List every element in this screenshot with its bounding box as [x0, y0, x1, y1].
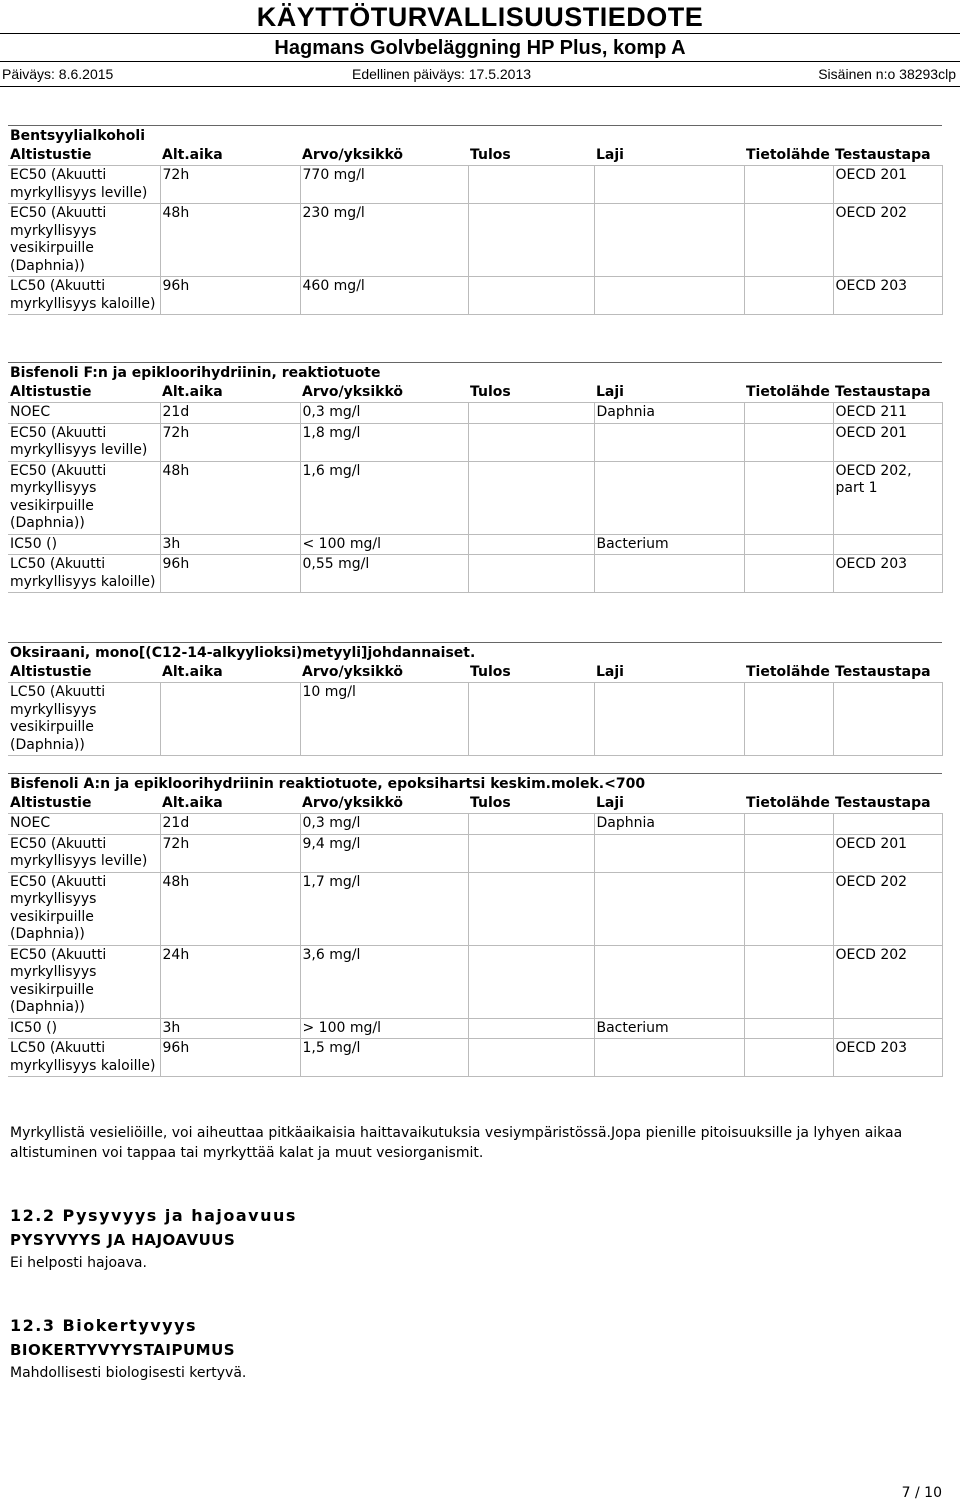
- table-row: [8, 814, 942, 835]
- ecotox-table-bisfenoli-f: [8, 362, 942, 593]
- column-header-data-source: Tietolähde: [746, 384, 830, 400]
- column-header-test-method: Testaustapa: [835, 795, 931, 811]
- cell-result: [468, 683, 594, 756]
- cell-exposure-time: 21d: [160, 403, 300, 424]
- column-header-test-method: Testaustapa: [835, 147, 931, 163]
- column-header-exposure-route: Altistustie: [10, 384, 92, 400]
- table-header-row: [8, 663, 942, 683]
- cell-exposure-route: IC50 (): [8, 534, 160, 555]
- cell-test-method: OECD 203: [833, 1039, 942, 1077]
- cell-test-method: [833, 534, 942, 555]
- cell-data-source: [744, 1039, 833, 1077]
- cell-test-method: OECD 202: [833, 204, 942, 277]
- page-number: 7 / 10: [901, 1485, 942, 1501]
- table-row: [8, 277, 942, 315]
- cell-result: [468, 555, 594, 593]
- cell-result: [468, 166, 594, 204]
- section-12-2-text: Ei helposti hajoava.: [10, 1255, 147, 1271]
- table-row: [8, 204, 942, 277]
- cell-test-method: OECD 202: [833, 945, 942, 1018]
- cell-exposure-time: 48h: [160, 872, 300, 945]
- ecotox-table-bentsyylialkoholi: [8, 125, 942, 315]
- section-12-3-text: Mahdollisesti biologisesti kertyvä.: [10, 1365, 247, 1381]
- cell-test-method: OECD 203: [833, 277, 942, 315]
- cell-exposure-time: 3h: [160, 534, 300, 555]
- cell-species: [594, 423, 744, 461]
- cell-exposure-time: 24h: [160, 945, 300, 1018]
- header-divider-middle: [0, 61, 960, 62]
- table-row: [8, 166, 942, 204]
- column-header-data-source: Tietolähde: [746, 795, 830, 811]
- cell-species: [594, 204, 744, 277]
- cell-data-source: [744, 872, 833, 945]
- column-header-test-method: Testaustapa: [835, 384, 931, 400]
- cell-data-source: [744, 423, 833, 461]
- cell-result: [468, 277, 594, 315]
- section-12-2-subheading: PYSYVYYS JA HAJOAVUUS: [10, 1231, 236, 1249]
- cell-species: [594, 461, 744, 534]
- cell-value-unit: 3,6 mg/l: [300, 945, 468, 1018]
- cell-value-unit: < 100 mg/l: [300, 534, 468, 555]
- cell-species: Bacterium: [594, 1018, 744, 1039]
- column-header-exposure-time: Alt.aika: [162, 664, 223, 680]
- cell-value-unit: 1,6 mg/l: [300, 461, 468, 534]
- cell-value-unit: 1,7 mg/l: [300, 872, 468, 945]
- table-row: [8, 461, 942, 534]
- ecotox-table-bisfenoli-a: [8, 773, 942, 1077]
- cell-result: [468, 534, 594, 555]
- document-title: KÄYTTÖTURVALLISUUSTIEDOTE: [256, 2, 704, 32]
- previous-date: Edellinen päiväys: 17.5.2013: [352, 66, 532, 82]
- table-title: Bisfenoli A:n ja epikloorihydriinin reaktiotuote, epoksihartsi keskim.molek.<700: [8, 773, 942, 794]
- column-header-exposure-time: Alt.aika: [162, 384, 223, 400]
- table-row: [8, 534, 942, 555]
- cell-exposure-time: 72h: [160, 166, 300, 204]
- column-header-species: Laji: [596, 147, 624, 163]
- cell-result: [468, 403, 594, 424]
- header-divider-bottom: [0, 86, 960, 87]
- column-header-result: Tulos: [470, 384, 511, 400]
- cell-value-unit: 460 mg/l: [300, 277, 468, 315]
- cell-exposure-time: [160, 683, 300, 756]
- ecotox-table: [8, 383, 943, 593]
- cell-data-source: [744, 461, 833, 534]
- cell-value-unit: 1,8 mg/l: [300, 423, 468, 461]
- cell-exposure-route: EC50 (Akuutti myrkyllisyys leville): [8, 166, 160, 204]
- cell-result: [468, 1039, 594, 1077]
- header-divider-top: [0, 33, 960, 34]
- product-name: Hagmans Golvbeläggning HP Plus, komp A: [274, 37, 686, 59]
- cell-result: [468, 423, 594, 461]
- cell-value-unit: 0,3 mg/l: [300, 403, 468, 424]
- cell-species: Daphnia: [594, 814, 744, 835]
- table-row: [8, 683, 942, 756]
- cell-exposure-time: 96h: [160, 1039, 300, 1077]
- cell-data-source: [744, 555, 833, 593]
- cell-exposure-route: EC50 (Akuutti myrkyllisyys vesikirpuille (Daphnia)): [8, 872, 160, 945]
- cell-value-unit: 770 mg/l: [300, 166, 468, 204]
- cell-data-source: [744, 277, 833, 315]
- table-row: [8, 403, 942, 424]
- table-row: [8, 834, 942, 872]
- column-header-exposure-time: Alt.aika: [162, 795, 223, 811]
- table-header-row: [8, 383, 942, 403]
- cell-data-source: [744, 683, 833, 756]
- column-header-data-source: Tietolähde: [746, 147, 830, 163]
- column-header-result: Tulos: [470, 795, 511, 811]
- cell-exposure-route: IC50 (): [8, 1018, 160, 1039]
- cell-exposure-time: 72h: [160, 423, 300, 461]
- ecotox-table: [8, 663, 943, 756]
- column-header-exposure-route: Altistustie: [10, 147, 92, 163]
- cell-test-method: OECD 202, part 1: [833, 461, 942, 534]
- cell-exposure-time: 48h: [160, 204, 300, 277]
- cell-result: [468, 814, 594, 835]
- cell-result: [468, 945, 594, 1018]
- ecotox-table: [8, 146, 943, 315]
- column-header-result: Tulos: [470, 147, 511, 163]
- cell-exposure-route: EC50 (Akuutti myrkyllisyys leville): [8, 423, 160, 461]
- cell-data-source: [744, 534, 833, 555]
- column-header-exposure-route: Altistustie: [10, 795, 92, 811]
- cell-species: [594, 555, 744, 593]
- column-header-species: Laji: [596, 664, 624, 680]
- cell-data-source: [744, 403, 833, 424]
- cell-result: [468, 834, 594, 872]
- cell-test-method: OECD 201: [833, 166, 942, 204]
- cell-species: [594, 945, 744, 1018]
- cell-exposure-time: 96h: [160, 555, 300, 593]
- column-header-value-unit: Arvo/yksikkö: [302, 384, 404, 400]
- section-12-3-heading: 12.3 Biokertyvyys: [10, 1316, 198, 1335]
- cell-data-source: [744, 945, 833, 1018]
- cell-result: [468, 204, 594, 277]
- cell-species: Daphnia: [594, 403, 744, 424]
- table-row: [8, 945, 942, 1018]
- aquatic-toxicity-summary: Myrkyllistä vesieliöille, voi aiheuttaa pitkäaikaisia haittavaikutuksia vesiympäristössä.Jopa pienille pitoisuuksille ja lyhyen aikaa altistuminen voi tappaa tai myrkyttää kalat ja muut vesiorganismit.: [10, 1125, 903, 1161]
- cell-test-method: OECD 203: [833, 555, 942, 593]
- table-row: [8, 1039, 942, 1077]
- cell-species: Bacterium: [594, 534, 744, 555]
- cell-value-unit: 0,3 mg/l: [300, 814, 468, 835]
- cell-result: [468, 872, 594, 945]
- internal-number: Sisäinen n:o 38293clp: [818, 66, 956, 82]
- cell-result: [468, 461, 594, 534]
- column-header-result: Tulos: [470, 664, 511, 680]
- cell-value-unit: > 100 mg/l: [300, 1018, 468, 1039]
- table-row: [8, 555, 942, 593]
- table-header-row: [8, 794, 942, 814]
- cell-data-source: [744, 834, 833, 872]
- cell-exposure-route: LC50 (Akuutti myrkyllisyys vesikirpuille (Daphnia)): [8, 683, 160, 756]
- cell-exposure-route: EC50 (Akuutti myrkyllisyys leville): [8, 834, 160, 872]
- column-header-value-unit: Arvo/yksikkö: [302, 147, 404, 163]
- cell-test-method: OECD 202: [833, 872, 942, 945]
- cell-value-unit: 230 mg/l: [300, 204, 468, 277]
- column-header-test-method: Testaustapa: [835, 664, 931, 680]
- cell-species: [594, 277, 744, 315]
- cell-exposure-route: EC50 (Akuutti myrkyllisyys vesikirpuille (Daphnia)): [8, 461, 160, 534]
- cell-value-unit: 10 mg/l: [300, 683, 468, 756]
- table-title: Bentsyylialkoholi: [8, 125, 942, 146]
- cell-test-method: OECD 201: [833, 423, 942, 461]
- table-header-row: [8, 146, 942, 166]
- cell-exposure-route: LC50 (Akuutti myrkyllisyys kaloille): [8, 277, 160, 315]
- section-12-2-heading: 12.2 Pysyvyys ja hajoavuus: [10, 1206, 297, 1225]
- column-header-value-unit: Arvo/yksikkö: [302, 664, 404, 680]
- column-header-exposure-time: Alt.aika: [162, 147, 223, 163]
- section-12-3-subheading: BIOKERTYVYYSTAIPUMUS: [10, 1341, 236, 1359]
- cell-species: [594, 683, 744, 756]
- cell-exposure-time: 96h: [160, 277, 300, 315]
- table-row: [8, 423, 942, 461]
- column-header-data-source: Tietolähde: [746, 664, 830, 680]
- cell-species: [594, 872, 744, 945]
- cell-species: [594, 834, 744, 872]
- cell-exposure-time: 48h: [160, 461, 300, 534]
- table-row: [8, 872, 942, 945]
- cell-exposure-route: LC50 (Akuutti myrkyllisyys kaloille): [8, 555, 160, 593]
- column-header-value-unit: Arvo/yksikkö: [302, 795, 404, 811]
- header-meta: [0, 66, 960, 84]
- cell-data-source: [744, 204, 833, 277]
- issue-date: Päiväys: 8.6.2015: [2, 66, 114, 82]
- table-title: Oksiraani, mono[(C12-14-alkyylioksi)metyyli]johdannaiset.: [8, 642, 942, 663]
- cell-test-method: [833, 814, 942, 835]
- cell-test-method: OECD 211: [833, 403, 942, 424]
- cell-species: [594, 1039, 744, 1077]
- ecotox-table-oksiraani: [8, 642, 942, 756]
- cell-test-method: OECD 201: [833, 834, 942, 872]
- cell-exposure-route: NOEC: [8, 814, 160, 835]
- cell-exposure-route: NOEC: [8, 403, 160, 424]
- cell-value-unit: 1,5 mg/l: [300, 1039, 468, 1077]
- column-header-species: Laji: [596, 795, 624, 811]
- cell-value-unit: 9,4 mg/l: [300, 834, 468, 872]
- cell-value-unit: 0,55 mg/l: [300, 555, 468, 593]
- table-row: [8, 1018, 942, 1039]
- column-header-species: Laji: [596, 384, 624, 400]
- column-header-exposure-route: Altistustie: [10, 664, 92, 680]
- cell-data-source: [744, 814, 833, 835]
- cell-exposure-route: EC50 (Akuutti myrkyllisyys vesikirpuille (Daphnia)): [8, 945, 160, 1018]
- cell-exposure-route: LC50 (Akuutti myrkyllisyys kaloille): [8, 1039, 160, 1077]
- cell-exposure-time: 21d: [160, 814, 300, 835]
- cell-test-method: [833, 1018, 942, 1039]
- cell-exposure-route: EC50 (Akuutti myrkyllisyys vesikirpuille (Daphnia)): [8, 204, 160, 277]
- cell-test-method: [833, 683, 942, 756]
- cell-exposure-time: 72h: [160, 834, 300, 872]
- table-title: Bisfenoli F:n ja epikloorihydriinin, reaktiotuote: [8, 362, 942, 383]
- cell-data-source: [744, 166, 833, 204]
- ecotox-table: [8, 794, 943, 1077]
- cell-result: [468, 1018, 594, 1039]
- cell-exposure-time: 3h: [160, 1018, 300, 1039]
- cell-data-source: [744, 1018, 833, 1039]
- cell-species: [594, 166, 744, 204]
